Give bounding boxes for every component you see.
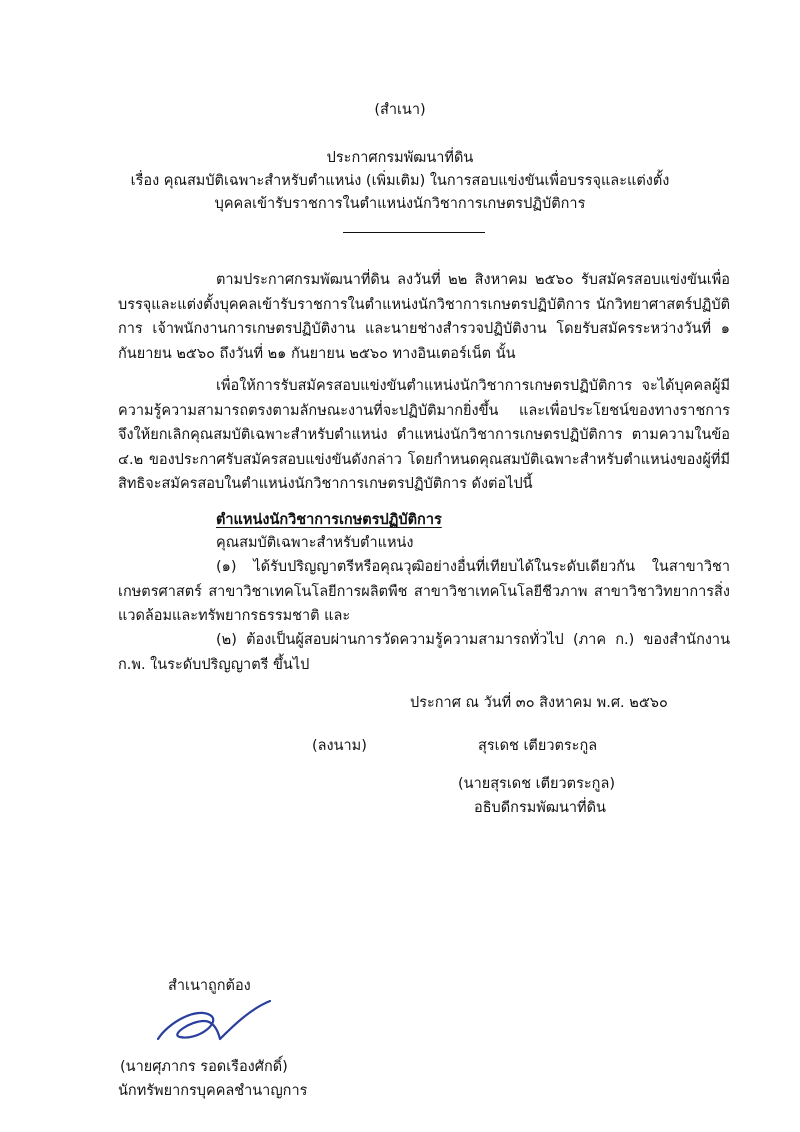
subject-line-2: บุคคลเข้ารับราชการในตำแหน่งนักวิชาการเกษตรปฏิบัติการ: [214, 196, 586, 212]
qualification-label: คุณสมบัติเฉพาะสำหรับตำแหน่ง: [216, 535, 414, 551]
certified-copy-label: สำเนาถูกต้อง: [168, 978, 251, 994]
copy-mark: (สำเนา): [374, 102, 426, 118]
title-divider: [343, 232, 485, 233]
paragraph-2: เพื่อให้การรับสมัครสอบแข่งขันตำแหน่งนักวิชาการเกษตรปฏิบัติการ จะได้บุคคลผู้มีความรู้ความสามารถตรงตามลักษณะงานที่จะปฏิบัติมากยิ่งขึ้น และเพื่อประโยชน์ของทางราชการ จึงให้ยกเลิกคุณสมบัติเฉพาะสำหรับตำแหน่ง ตำแหน่งนักวิชาการเกษตรปฏิบัติการ ตามความในข้อ ๔.๒ ของประกาศรับสมัครสอบแข่งขันดังกล่าว โดยกำหนดคุณสมบัติเฉพาะสำหรับตำแหน่งของผู้ที่มีสิทธิจะสมัครสอบในตำแหน่งนักวิชาการเกษตรปฏิบัติการ ดังต่อไปนี้: [118, 378, 730, 492]
announcement-title: ประกาศกรมพัฒนาที่ดิน: [326, 150, 474, 166]
announcement-date: ประกาศ ณ วันที่ ๓๐ สิงหาคม พ.ศ. ๒๕๖๐: [410, 695, 668, 711]
paragraph-1: ตามประกาศกรมพัฒนาที่ดิน ลงวันที่ ๒๒ สิงหาคม ๒๕๖๐ รับสมัครสอบแข่งขันเพื่อบรรจุและแต่งตั้งบุคคลเข้ารับราชการในตำแหน่งนักวิชาการเกษตรปฏิบัติการ นักวิทยาศาสตร์ปฏิบัติการ เจ้าพนักงานการเกษตรปฏิบัติงาน และนายช่างสำรวจปฏิบัติงาน โดยรับสมัครระหว่างวันที่ ๑ กันยายน ๒๕๖๐ ถึงวันที่ ๒๑ กันยายน ๒๕๖๐ ทางอินเตอร์เน็ต นั้น: [118, 272, 730, 362]
subject-line-1: เรื่อง คุณสมบัติเฉพาะสำหรับตำแหน่ง (เพิ่มเติม) ในการสอบแข่งขันเพื่อบรรจุและแต่งตั้ง: [130, 173, 670, 189]
certifier-name: (นายศุภากร รอดเรืองศักดิ์): [120, 1059, 288, 1075]
qualification-item-2: (๒) ต้องเป็นผู้สอบผ่านการวัดความรู้ความสามารถทั่วไป (ภาค ก.) ของสำนักงาน ก.พ. ในระดับปริญญาตรี ขึ้นไป: [118, 632, 730, 673]
qualification-item-1: (๑) ได้รับปริญญาตรีหรือคุณวุฒิอย่างอื่นที่เทียบได้ในระดับเดียวกัน ในสาขาวิชาเกษตรศาสตร์ สาขาวิชาเทคโนโลยีการผลิตพืช สาขาวิชาเทคโนโลยีชีวภาพ สาขาวิชาวิทยาการสิ่งแวดล้อมและทรัพยากรธรรมชาติ และ: [118, 559, 730, 624]
signed-mark: (ลงนาม): [312, 738, 367, 754]
certifier-title: นักทรัพยากรบุคคลชำนาญการ: [118, 1083, 308, 1099]
signed-name: สุรเดช เตียวตระกูล: [478, 738, 598, 754]
position-heading: ตำแหน่งนักวิชาการเกษตรปฏิบัติการ: [216, 512, 442, 528]
handwritten-signature: [150, 997, 280, 1047]
director-full-name: (นายสุรเดช เตียวตระกูล): [458, 776, 615, 792]
director-title: อธิบดีกรมพัฒนาที่ดิน: [474, 800, 606, 816]
